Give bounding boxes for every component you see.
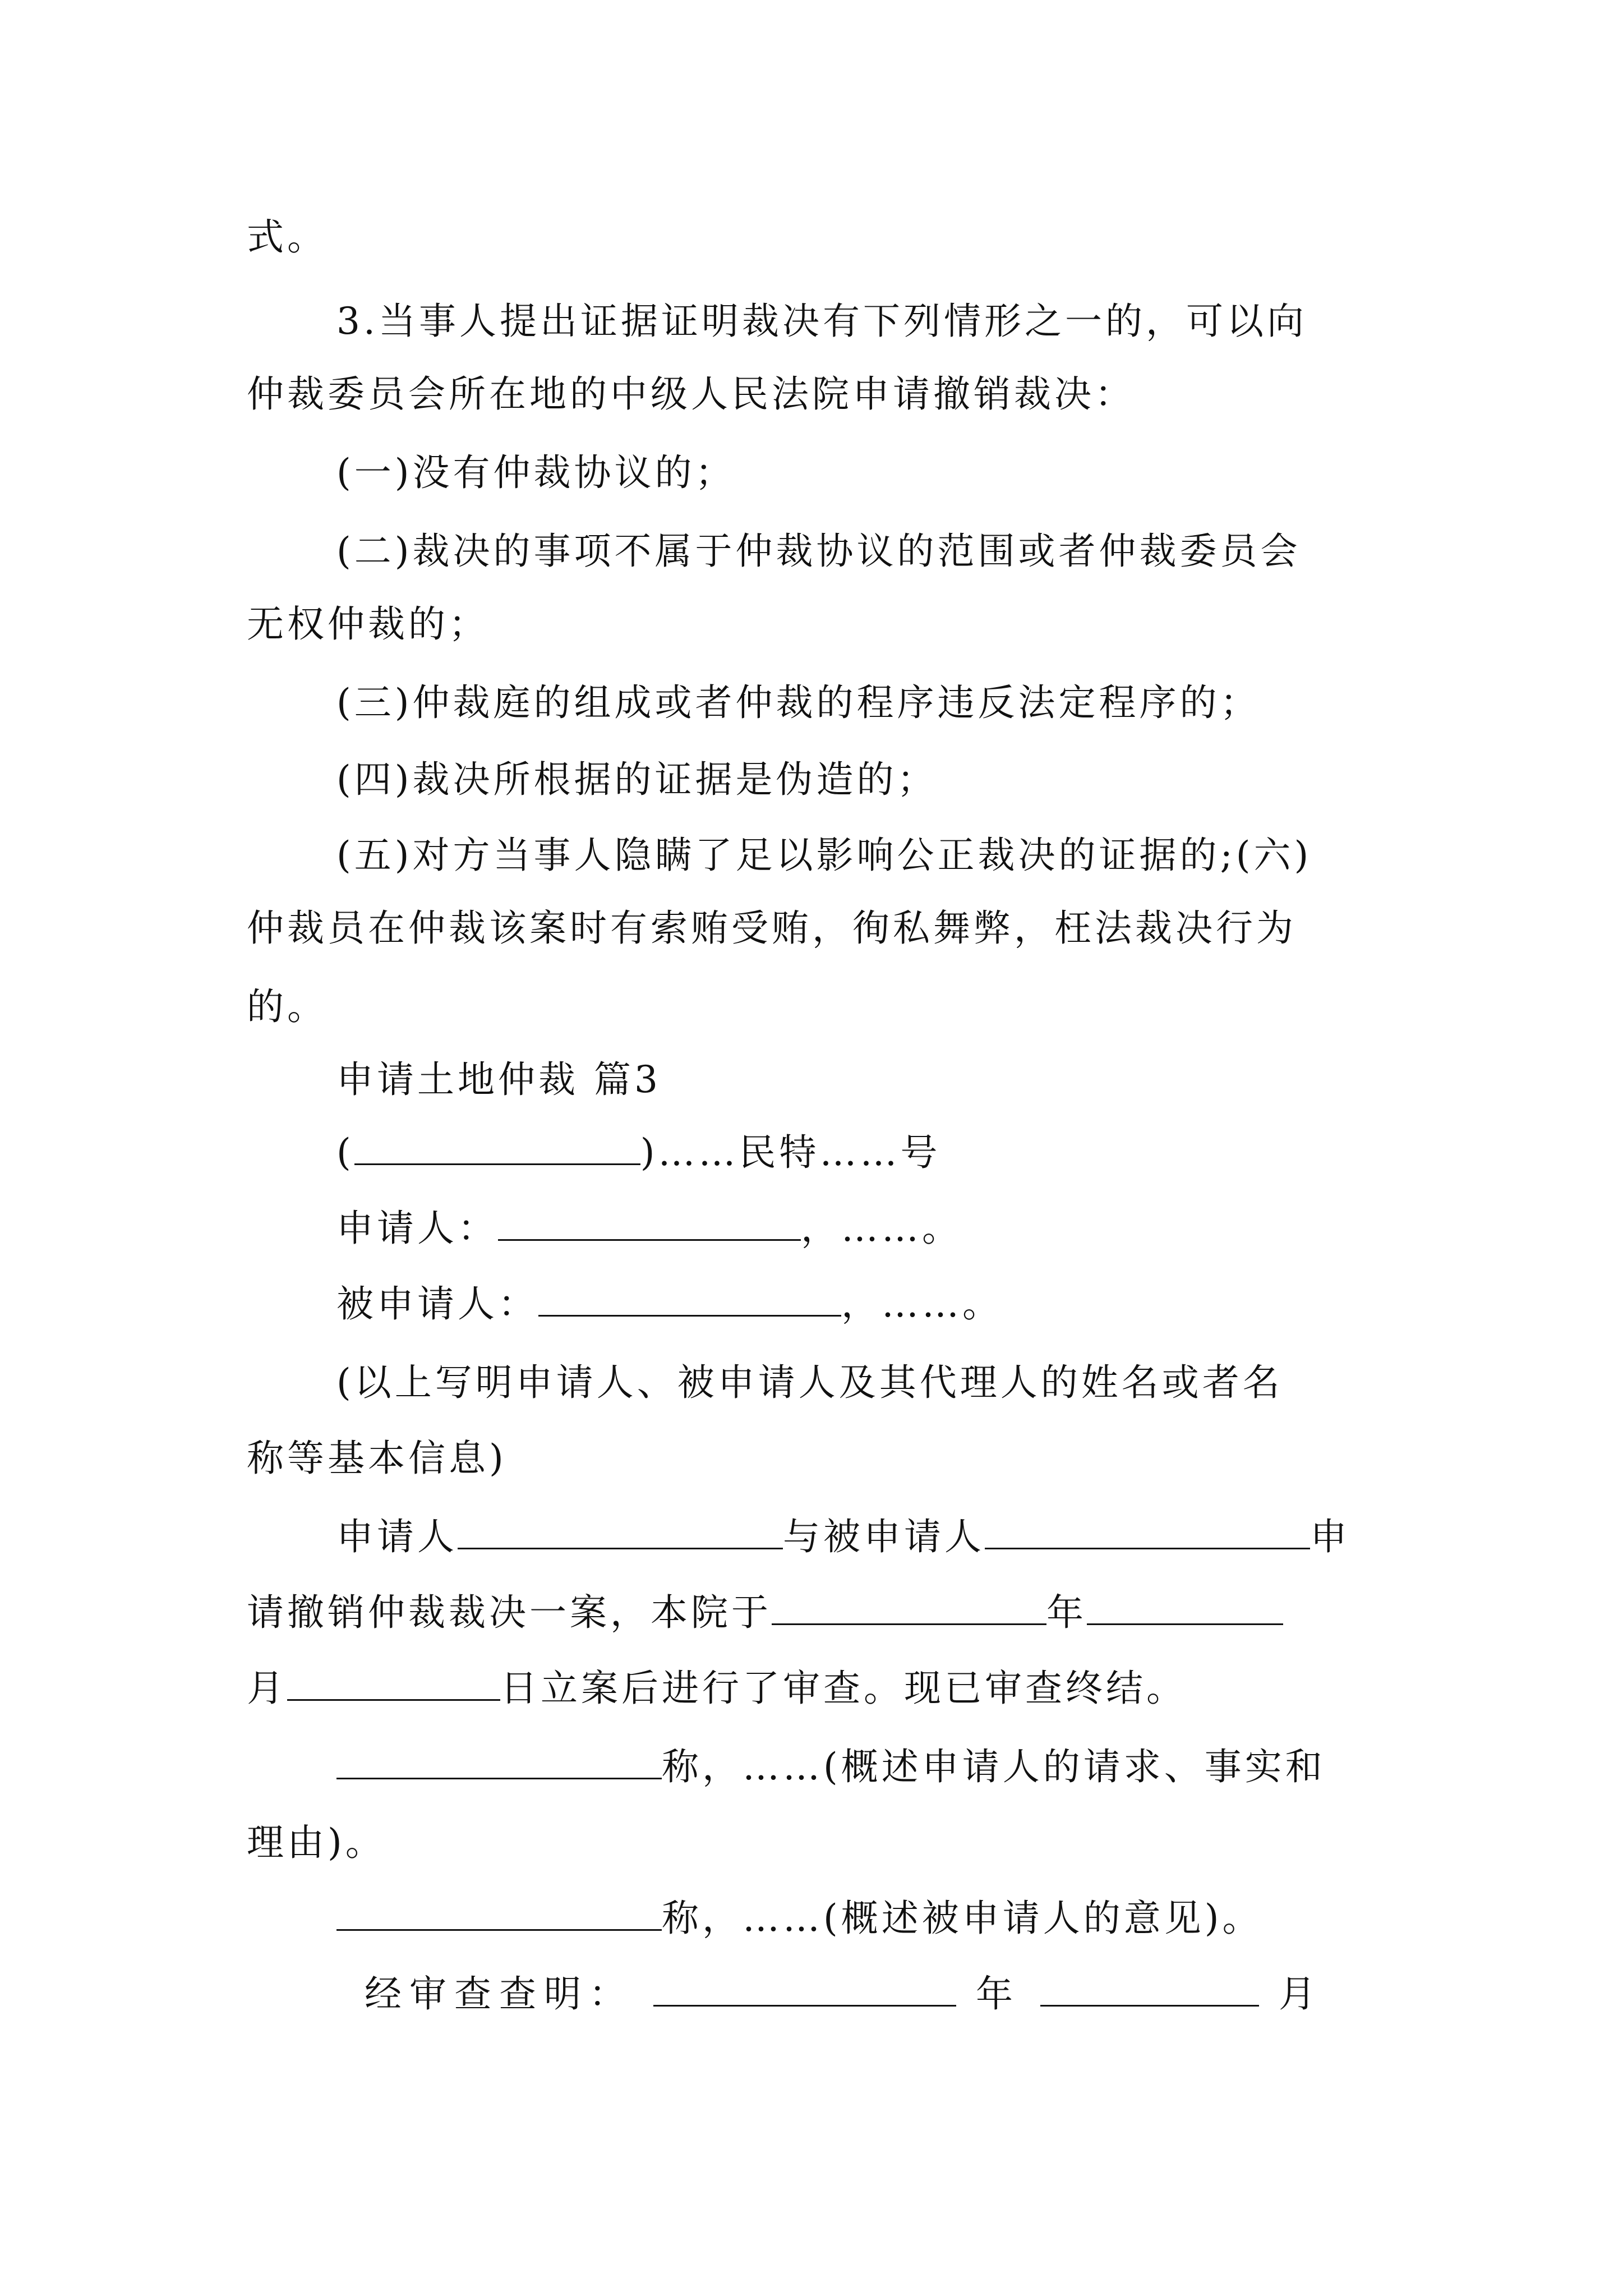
- findings-label: 经审查查明：: [365, 1972, 634, 2016]
- applicant-claims-line: 理由)。: [247, 1821, 386, 1864]
- text-line: 3.当事人提出证据证明裁决有下列情形之一的，可以向: [336, 300, 1307, 343]
- respondent-opinion-line: [336, 1893, 1263, 1944]
- respondent-blank: [538, 1281, 841, 1317]
- filing-year-blank: [772, 1590, 1046, 1625]
- findings-year-blank: [653, 1971, 956, 2007]
- case-intro-line: [336, 1512, 1350, 1562]
- opinion-text: 称，……(概述被申请人的意见)。: [662, 1897, 1263, 1940]
- findings-year-label: 年: [975, 1972, 1021, 2016]
- case-intro-text: 年: [1046, 1591, 1087, 1634]
- respondent-label: 被申请人：: [336, 1282, 538, 1326]
- case-intro-text: 申请人: [336, 1515, 458, 1558]
- case-intro-line: [247, 1663, 1187, 1714]
- applicant-name-blank: [458, 1514, 783, 1549]
- case-number-rest: )……民特……号: [640, 1131, 941, 1174]
- text-line: (二)裁决的事项不属于仲裁协议的范围或者仲裁委员会: [336, 530, 1301, 573]
- respondent-said-blank: [336, 1895, 662, 1931]
- case-intro-line: [247, 1588, 1283, 1638]
- text-line: 式。: [247, 215, 328, 259]
- filing-month-blank: [1087, 1590, 1283, 1625]
- applicant-line: [336, 1203, 962, 1254]
- applicant-claims-line: [336, 1742, 1326, 1792]
- text-line: (三)仲裁庭的组成或者仲裁的程序违反法定程序的；: [336, 681, 1261, 724]
- findings-month-blank: [1040, 1971, 1259, 2007]
- applicant-label: 申请人：: [336, 1207, 498, 1250]
- filing-day-blank: [287, 1665, 500, 1701]
- findings-month-label: 月: [1278, 1972, 1324, 2016]
- applicant-blank: [498, 1205, 801, 1241]
- text-line: (四)裁决所根据的证据是伪造的；: [336, 758, 938, 801]
- text-line: 仲裁员在仲裁该案时有索贿受贿，徇私舞弊，枉法裁决行为: [247, 907, 1297, 950]
- claimant-blank: [336, 1744, 662, 1779]
- applicant-suffix: ，……。: [801, 1207, 962, 1250]
- note-line: (以上写明申请人、被申请人及其代理人的姓名或者名: [336, 1361, 1283, 1404]
- text-line: (一)没有仲裁协议的；: [336, 451, 736, 494]
- section-heading: 申请土地仲裁 篇3: [336, 1058, 661, 1101]
- findings-line: [365, 1969, 1324, 2019]
- text-line: (五)对方当事人隐瞒了足以影响公正裁决的证据的;(六): [336, 834, 1312, 877]
- case-number-line: [336, 1128, 941, 1178]
- text-line: 的。: [247, 985, 328, 1028]
- text-line: 无权仲裁的；: [247, 602, 489, 646]
- claims-text: 称，……(概述申请人的请求、事实和: [662, 1745, 1326, 1788]
- text-line: 仲裁委员会所在地的中级人民法院申请撤销裁决：: [247, 372, 1135, 416]
- respondent-line: [336, 1279, 1003, 1329]
- case-intro-text: 申: [1310, 1515, 1350, 1558]
- respondent-suffix: ，……。: [841, 1282, 1003, 1326]
- case-intro-text: 请撤销仲裁裁决一案，本院于: [247, 1591, 772, 1634]
- case-number-open: (: [336, 1131, 354, 1174]
- case-number-blank: [354, 1130, 640, 1165]
- case-intro-text: 月: [247, 1667, 287, 1710]
- respondent-name-blank: [985, 1514, 1310, 1549]
- case-intro-text: 日立案后进行了审查。现已审查终结。: [500, 1667, 1187, 1710]
- case-intro-text: 与被申请人: [783, 1515, 985, 1558]
- note-line: 称等基本信息): [247, 1437, 507, 1480]
